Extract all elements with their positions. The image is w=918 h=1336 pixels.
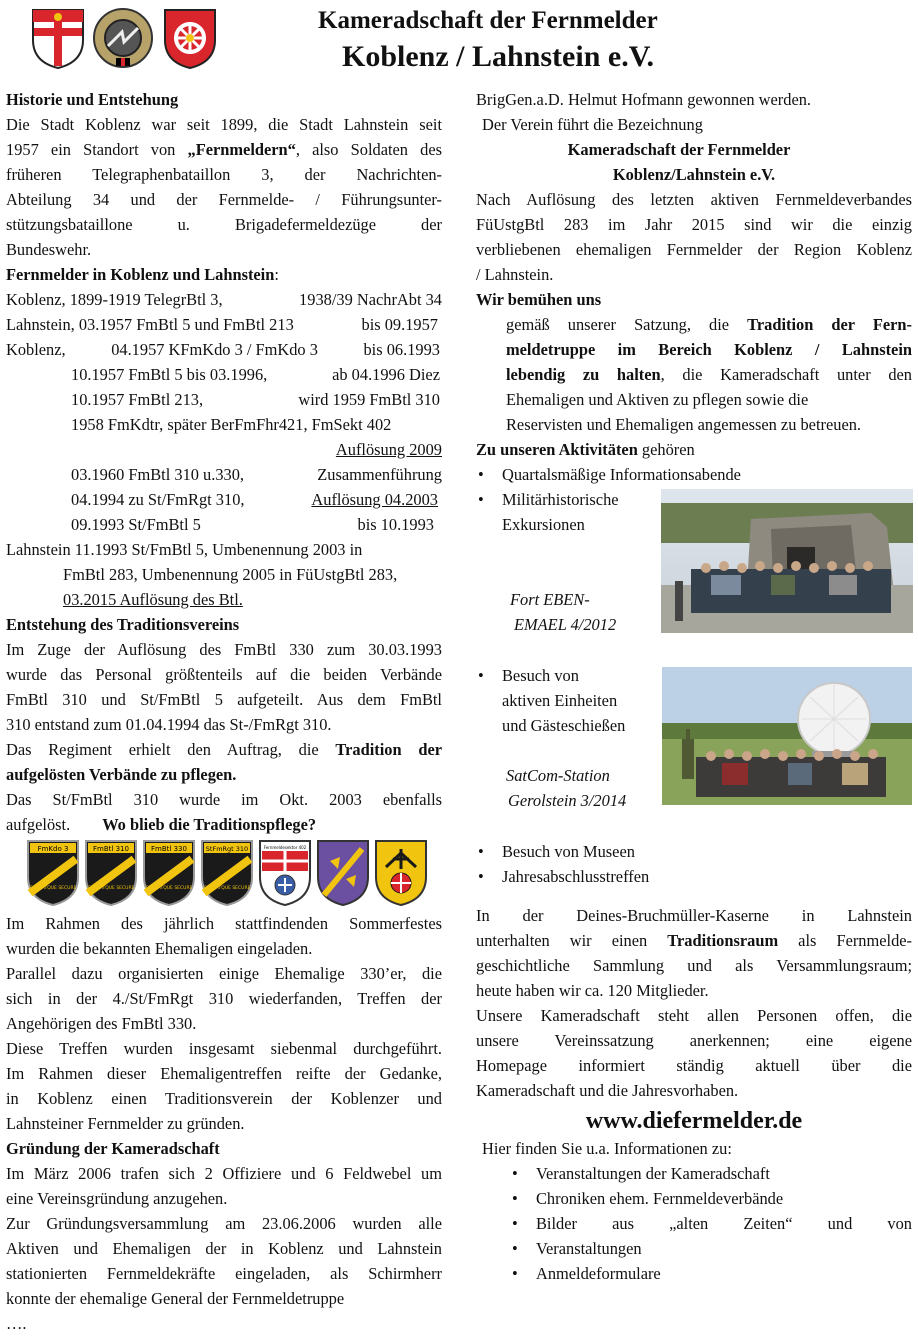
koblenz-coat-of-arms-icon (30, 6, 86, 70)
association-name-line2: Koblenz/Lahnstein e.V. (612, 165, 776, 184)
meetings-line: in Koblenz einen Traditionsverein der Koblenzer und (6, 1089, 442, 1108)
tradition-heading: Entstehung des Traditionsvereins (6, 615, 240, 634)
list-item: • Militärhistorische Exkursionen (476, 487, 912, 537)
history-line: früheren Telegraphenbataillon 3, der Nachrichten- (6, 165, 442, 184)
effort-line: Reservisten und Ehemaligen angemessen zu betreuen. (506, 415, 862, 434)
fernmelder-badge-icon (92, 6, 154, 70)
history-line: 1957 ein Standort von „Fernmeldern“, also Soldaten des (6, 140, 442, 159)
unit-badge-fmbtl330-icon (142, 839, 196, 907)
badge-motto: CITO ATQUE SECURE (29, 886, 77, 891)
dissolved-line: Das St/FmBtl 310 wurde im Okt. 2003 ebenfalls (6, 790, 442, 809)
tradition-line: 310 entstand zum 01.04.1994 das St-/FmRgt 310. (6, 715, 332, 734)
dissolved-line: aufgelöst. Wo blieb die Traditionspflege? (6, 815, 317, 834)
list-item: • Jahresabschlusstreffen (476, 864, 912, 889)
assembly-line: stationierten Fernmeldekräfte eingeladen, als Schirmherr (6, 1264, 442, 1283)
photo-caption: Fort EBEN- (510, 590, 590, 609)
list-item: • Quartalsmäßige Informationsabende (476, 462, 912, 487)
open-line: unsere Vereinssatzung anerkennen; eine eigene (476, 1031, 912, 1050)
room-line: In der Deines-Bruchmüller-Kaserne in Lahnstein (476, 906, 912, 925)
timeline-row: Koblenz, 04.1957 KFmKdo 3 / FmKdo 3 bis 06.1993 (6, 340, 440, 359)
parallel-line: sich in der 4./St/FmRgt 310 wiederfanden, Treffen der (6, 989, 442, 1008)
history-line: Die Stadt Koblenz war seit 1899, die Stadt Lahnstein seit (6, 115, 442, 134)
effort-heading: Wir bemühen uns (476, 290, 602, 309)
ellipsis: …. (6, 1314, 27, 1333)
effort-line: meldetruppe im Bereich Koblenz / Lahnstein (506, 340, 912, 359)
association-name-line1: Kameradschaft der Fernmelder (567, 140, 791, 159)
room-line: geschichtliche Sammlung und als Versammlungsraum; (476, 956, 912, 975)
summer-line: wurden die bekannten Ehemaligen eingeladen. (6, 939, 313, 958)
unit-badge-purple-icon (316, 839, 370, 907)
fort-eben-emael-photo (661, 489, 913, 633)
badge-motto: CITO ATQUE SECURE (203, 886, 251, 891)
fernmelder-heading: Fernmelder in Koblenz und Lahnstein: (6, 265, 279, 284)
patron-line: BrigGen.a.D. Helmut Hofmann gewonnen werden. (476, 90, 812, 109)
list-item: • Besuch von aktiven Einheiten und Gästeschießen (476, 663, 912, 738)
activities-heading: Zu unseren Aktivitäten gehören (476, 440, 695, 459)
after-line: / Lahnstein. (476, 265, 554, 284)
founding-line: eine Vereinsgründung anzugehen. (6, 1189, 228, 1208)
unit-badge-stfmrgt310-icon (200, 839, 254, 907)
open-line: Kameradschaft und die Jahresvorhaben. (476, 1081, 739, 1100)
badge-label: Fernmeldesektor 402 (263, 845, 307, 850)
list-item: • Anmeldeformulare (510, 1261, 912, 1286)
list-item-continuation: • Veranstaltungen (510, 1236, 912, 1261)
timeline-row: 03.2015 Auflösung des Btl. (63, 590, 243, 609)
history-line: Abteilung 34 und der Fernmelde- / Führungsunter- (6, 190, 442, 209)
badge-motto: CITO ATQUE SECURE (87, 886, 135, 891)
timeline-row: Auflösung 2009 (335, 440, 442, 459)
effort-line: Ehemaligen und Aktiven zu pflegen sowie die (506, 390, 809, 409)
unit-badges (26, 839, 442, 907)
photo-caption: SatCom-Station (506, 766, 610, 785)
timeline-row: 09.1993 St/FmBtl 5 bis 10.1993 (71, 515, 434, 534)
list-item: • Bilder aus „alten Zeiten“ und von (510, 1211, 912, 1236)
photo-caption: EMAEL 4/2012 (514, 615, 617, 634)
room-line: unterhalten wir einen Traditionsraum als Fernmelde- (476, 931, 912, 950)
list-item: • Besuch von Museen (476, 839, 912, 864)
open-line: Homepage informiert ständig aktuell über die (476, 1056, 912, 1075)
page-title-line2: Koblenz / Lahnstein e.V. (342, 40, 654, 73)
timeline-row: Lahnstein 11.1993 St/FmBtl 5, Umbenennung 2003 in (6, 540, 363, 559)
founding-heading: Gründung der Kameradschaft (6, 1139, 220, 1158)
founding-line: Im März 2006 trafen sich 2 Offiziere und 6 Feldwebel um (6, 1164, 442, 1183)
tradition-line: wurde das Personal größtenteils auf die beiden Verbände (6, 665, 442, 684)
after-line: FüUstgBtl 283 im Jahr 2015 sind wir die einzig (476, 215, 912, 234)
website-link[interactable]: www.diefermelder.de (585, 1108, 803, 1134)
satcom-station-photo (662, 667, 912, 805)
badge-label: StFmRgt 310 (205, 845, 249, 853)
timeline-row: 03.1960 FmBtl 310 u.330, Zusammenführung (71, 465, 442, 484)
regiment-line: aufgelösten Verbände zu pflegen. (6, 765, 237, 784)
after-line: verbliebenen ehemaligen Fernmelder der Region Koblenz (476, 240, 912, 259)
timeline-row: 10.1957 FmBtl 213, wird 1959 FmBtl 310 (71, 390, 440, 409)
timeline-row: 04.1994 zu St/FmRgt 310, Auflösung 04.2003 (71, 490, 438, 509)
page-title-line1: Kameradschaft der Fernmelder (318, 7, 658, 34)
regiment-line: Das Regiment erhielt den Auftrag, die Tradition der (6, 740, 442, 759)
badge-label: FmBtl 310 (93, 845, 129, 853)
meetings-line: Im Rahmen dieser Ehemaligentreffen reifte der Gedanke, (6, 1064, 442, 1083)
tradition-line: Im Zuge der Auflösung des FmBtl 330 zum 30.03.1993 (6, 640, 442, 659)
history-heading: Historie und Entstehung (6, 90, 179, 109)
unit-badge-fmkdo3-icon (26, 839, 80, 907)
assembly-line: Aktiven und Ehemaligen der in Koblenz und Lahnstein (6, 1239, 442, 1258)
name-intro: Der Verein führt die Bezeichnung (482, 115, 703, 134)
meetings-line: Diese Treffen wurden insgesamt siebenmal durchgeführt. (6, 1039, 442, 1058)
left-column (6, 87, 442, 1336)
photo-caption: Gerolstein 3/2014 (508, 791, 627, 810)
badge-label: FmKdo 3 (37, 845, 69, 853)
unit-badge-fmsekt402-icon (258, 839, 312, 907)
timeline-row: Koblenz, 1899-1919 TelegrBtl 3, 1938/39 NachrAbt 34 (6, 290, 442, 309)
unit-badge-yellow-icon (374, 839, 428, 907)
assembly-line: konnte der ehemalige General der Fernmeldetruppe (6, 1289, 345, 1308)
timeline-row: 10.1957 FmBtl 5 bis 03.1996, ab 04.1996 Diez (71, 365, 440, 384)
room-line: heute haben wir ca. 120 Mitglieder. (476, 981, 709, 1000)
open-line: Unsere Kameradschaft steht allen Personen offen, die (476, 1006, 912, 1025)
history-line: stützungsbataillone u. Brigadefermeldezüge der (6, 215, 442, 234)
parallel-line: Angehörigen des FmBtl 330. (6, 1014, 197, 1033)
badge-label: FmBtl 330 (151, 845, 187, 853)
badge-motto: CITO ATQUE SECURE (145, 886, 193, 891)
list-item: • Chroniken ehem. Fernmeldeverbände (510, 1186, 912, 1211)
meetings-line: Lahnsteiner Fernmelder zu gründen. (6, 1114, 245, 1133)
timeline-row: FmBtl 283, Umbenennung 2005 in FüUstgBtl 283, (63, 565, 398, 584)
effort-block (476, 312, 912, 437)
history-line: Bundeswehr. (6, 240, 92, 259)
unit-badge-fmbtl310-icon (84, 839, 138, 907)
info-intro: Hier finden Sie u.a. Informationen zu: (482, 1139, 732, 1158)
after-line: Nach Auflösung des letzten aktiven Fernmeldeverbandes (476, 190, 912, 209)
effort-line: gemäß unserer Satzung, die Tradition der Fern- (506, 315, 912, 334)
summer-line: Im Rahmen des jährlich stattfindenden Sommerfestes (6, 914, 442, 933)
timeline-row: 1958 FmKdtr, später BerFmFhr421, FmSekt 402 (71, 415, 392, 434)
timeline-row: Lahnstein, 03.1957 FmBtl 5 und FmBtl 213 bis 09.1957 (6, 315, 438, 334)
tradition-line: FmBtl 310 und St/FmBtl 5 aufgeteilt. Aus dem FmBtl (6, 690, 442, 709)
list-item: • Veranstaltungen der Kameradschaft (510, 1161, 912, 1186)
lahnstein-coat-of-arms-icon (162, 6, 218, 70)
activities-list (476, 839, 912, 889)
info-list (476, 1161, 912, 1286)
parallel-line: Parallel dazu organisierten einige Ehemalige 330’er, die (6, 964, 442, 983)
assembly-line: Zur Gründungsversammlung am 23.06.2006 wurden alle (6, 1214, 442, 1233)
effort-line: lebendig zu halten, die Kameradschaft unter den (506, 365, 913, 384)
